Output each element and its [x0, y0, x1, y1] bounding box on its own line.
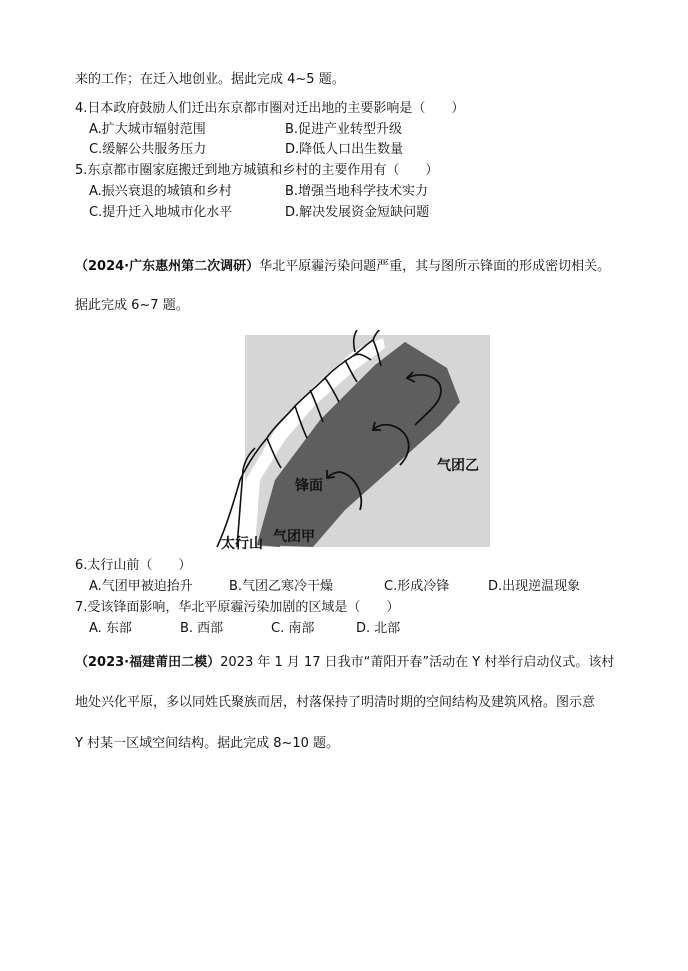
passage-2-text: 华北平原霾污染问题严重，其与图所示锋面的形成密切相关。: [259, 259, 611, 274]
question-4-stem: 4.日本政府鼓励人们迁出东京都市圈对迁出地的主要影响是（ ）: [75, 101, 465, 116]
question-4-option-a: A.扩大城市辐射范围: [89, 122, 206, 137]
passage-2-line-2: 据此完成 6~7 题。: [75, 298, 189, 313]
passage-3-line-1: [75, 655, 614, 671]
question-6-option-a: A.气团甲被迫抬升: [89, 579, 193, 594]
question-6-option-b: B.气团乙寒冷干燥: [229, 579, 334, 594]
label-air-mass-b: 气团乙: [437, 458, 479, 474]
question-4-option-c: C.缓解公共服务压力: [89, 142, 207, 157]
question-6-option-d: D.出现逆温现象: [488, 579, 581, 594]
label-front: 锋面: [295, 478, 323, 494]
intro-tail: 来的工作；在迁入地创业。据此完成 4~5 题。: [75, 72, 345, 87]
question-7-option-a: A. 东部: [89, 621, 132, 636]
passage-2-line-1: [75, 259, 610, 275]
question-7-stem: 7.受该锋面影响，华北平原霾污染加剧的区域是（ ）: [75, 600, 400, 615]
question-5-option-a: A.振兴衰退的城镇和乡村: [89, 184, 232, 199]
passage-3-source: （2023·福建莆田二模）: [75, 655, 221, 670]
label-taihang-mountain: 太行山: [221, 536, 263, 552]
question-7-option-b: B. 西部: [180, 621, 224, 636]
question-4-option-b: B.促进产业转型升级: [285, 122, 403, 137]
question-5-option-c: C.提升迁入地城市化水平: [89, 205, 233, 220]
question-6-option-c: C.形成冷锋: [384, 579, 450, 594]
question-7-option-c: C. 南部: [271, 621, 315, 636]
passage-3-text: 2023 年 1 月 17 日我市“莆阳开春”活动在 Y 村举行启动仪式。该村: [220, 655, 615, 670]
question-7-option-d: D. 北部: [356, 621, 401, 636]
passage-2-source: （2024·广东惠州第二次调研）: [75, 259, 260, 274]
question-6-stem: 6.太行山前（ ）: [75, 558, 192, 573]
question-5-option-d: D.解决发展资金短缺问题: [285, 205, 430, 220]
passage-3-line-2: 地处兴化平原，多以同姓氏聚族而居，村落保持了明清时期的空间结构及建筑风格。图示意: [75, 695, 596, 710]
question-5-option-b: B.增强当地科学技术实力: [285, 184, 429, 199]
question-5-stem: 5.东京都市圈家庭搬迁到地方城镇和乡村的主要作用有（ ）: [75, 163, 439, 178]
label-air-mass-a: 气团甲: [273, 529, 315, 545]
passage-3-line-3: Y 村某一区域空间结构。据此完成 8~10 题。: [75, 736, 340, 751]
question-4-option-d: D.降低人口出生数量: [285, 142, 404, 157]
front-diagram: [215, 330, 495, 552]
